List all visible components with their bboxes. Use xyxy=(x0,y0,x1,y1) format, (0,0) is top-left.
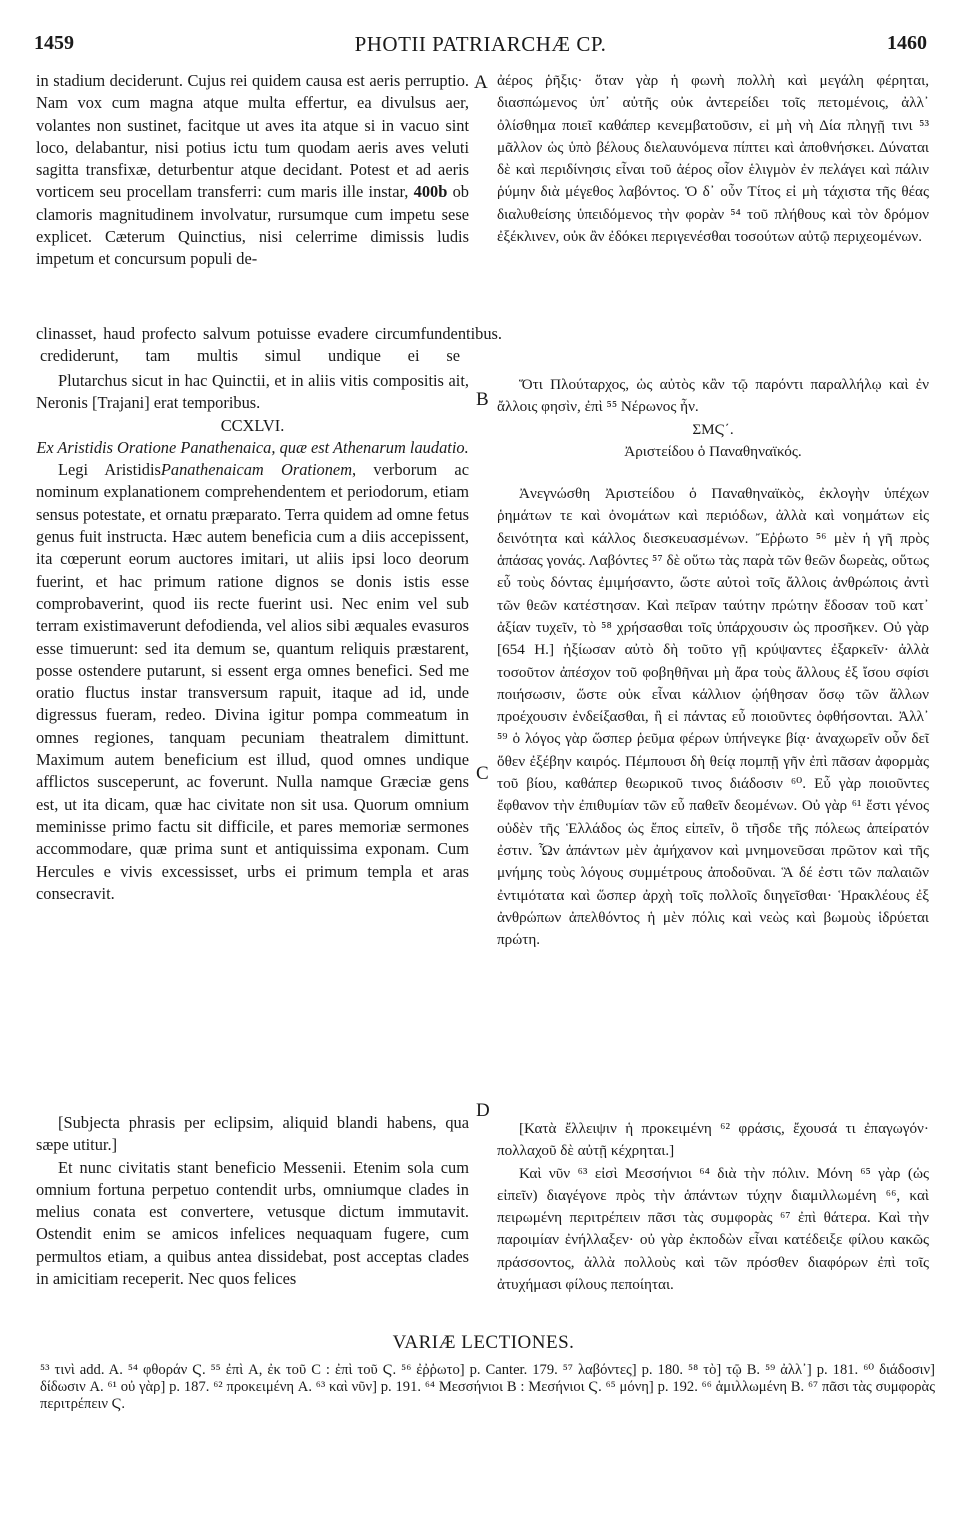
greek-paragraph-3: Ἀνεγνώσθη Ἀριστείδου ὁ Παναθηναϊκὸς, ἐκλογὴν ὑπέχων ῥημάτων τε καὶ ὀνομάτων καὶ περιόδων, ἀλλὰ καὶ νοημάτων εἰς δεινότητα καὶ κάλλος διεσκευασμένων. Ἔῤῥωτο ⁵⁶ μὲν ἡ γῆ πρὸς ἁπάσας γονάς. Λαβόντες ⁵⁷ δὲ οὕτω τὰς παρὰ τῶν θεῶν δωρεὰς, οὕτως εὖ τοὺς δόντας ἐμιμήσαντο, ὥστε αὐτοὶ τοῖς ἄλλοις ἀνθρώποις ἀντὶ τῶν θεῶν κατέστησαν. Καὶ πεῖραν ταύτην πρώτην ἔδοσαν τοῦ κατ᾽ ἀξίαν τυχεῖν, τὸ ⁵⁸ χρήσασθαι τοῖς ὑπάρχουσιν ὡς προσῆκεν. Οὐ γὰρ [654 H.] ἠξίωσαν αὐτὸ δὴ τοῦτο γῇ κρύψαντες ἐξαρκεῖν· ἀλλὰ τοσοῦτον ἀπέσχον τοῦ φοβηθῆναι μὴ ἄρα τοὺς ἄλλους ἐξ ἴσου σφίσι ποιήσωσιν, ὥστε οὐκ εἶναι κάλλιον ᾠήθησαν ὅσῳ τῶν ἄλλων προέχουσιν ἐνδείξασθαι, ἢ εἰ πάντας εὖ ποιοῦντες ὀφθήσονται. Ἀλλ᾽ ⁵⁹ ὁ λόγος γὰρ ὥσπερ ῥεῦμα φέρων ὑπήνεγκε βίᾳ· ἀναχωρεῖν οὖν δεῖ ὅθεν ἐξέβην καιρός. Πέμπουσι δὴ θείᾳ πομπῇ γῆν ἐπὶ πᾶσαν ἀφορμὰς τοῦ βίου, καθάπερ θεωρικοῦ τινος διάδοσιν ⁶⁰. Εὖ γὰρ ποιοῦντες ἔφθανον τὴν ἐπιθυμίαν τῶν εὖ παθεῖν δεομένων. Οὐ γὰρ ⁶¹ ἔστι γένος οὐδὲν τῆς Ἑλλάδος ὡς ἔπος εἰπεῖν, ὃ τῆσδε τῆς πόλεως ἀπείρατόν ἐστιν. Ὧν ἁπάντων μὲν ἀμήχανον καὶ μνημονεῦσαι πρῶτον καὶ τῆς μνήμης τοὺς λόγους συμμέτρους ἀποδοῦναι. Ἃ δέ ἐστι τῶν παλαιῶν ἐντιμότατα καὶ ὥσπερ ἀρχὴ τοῖς πολλοῖς διηγεῖσθαι· Ἡρακλέους ἐξ ἀνθρώπων ἀπελθόντος ἡ μὲν πόλις καὶ νεὼς καὶ βωμοὺς ἱδρύεται πρώτη. xyxy=(497,485,929,949)
variae-lectiones-notes xyxy=(40,1362,935,1413)
greek-paragraph-2: Ὅτι Πλούταρχος, ὡς αὐτὸς κἂν τῷ παρόντι παραλλήλῳ καὶ ἐν ἄλλοις φησὶν, ἐπὶ ⁵⁵ Νέρωνος ἦν. xyxy=(497,376,929,416)
running-title: PHOTII PATRIARCHÆ CP. xyxy=(354,32,607,56)
left-page-number: 1459 xyxy=(34,32,74,54)
latin-column-bottom xyxy=(36,1112,469,1290)
greek-paragraph-5: Καὶ νῦν ⁶³ εἰσὶ Μεσσήνιοι ⁶⁴ διὰ τὴν πόλιν. Μόνη ⁶⁵ γὰρ (ὡς εἰπεῖν) διαγέγονε πρὸς τὴν ἁπάντων τύχην διαμιλλωμένη ⁶⁶, καὶ πειρωμένη περιτρέπειν πᾶσι τὰς συμφορὰς ⁶⁷ ἐπὶ θάτερα. Καὶ τὴν παροιμίαν ἐνήλλαξεν· οὐ γὰρ ἐκποδὼν εἶναι κατέδειξε φίλου κακῶς πράσσοντος, ἀλλὰ πολλοὺς καὶ τῶν πρόσθεν διαφόρων ἐπὶ τοῖς ἀτυχήμασι φίλους πεποίηται. xyxy=(497,1164,929,1294)
margin-marker-b: B xyxy=(476,389,489,410)
latin-column-top xyxy=(36,70,469,271)
margin-marker-a: A xyxy=(474,72,488,93)
margin-marker-c: C xyxy=(476,763,489,784)
greek-continuation: crediderunt, tam multis simul undique ei se xyxy=(40,346,460,366)
latin-continuation: clinasset, haud profecto salvum potuisse evadere circumfundentibus. xyxy=(36,324,502,343)
latin-paragraph-2: Plutarchus sicut in hac Quinctii, et in aliis vitis compositis ait, Neronis [Trajani] erat temporibus. xyxy=(36,371,469,413)
greek-paragraph-4: [Κατὰ ἔλλειψιν ἡ προκειμένη ⁶² φράσις, ἔχουσά τι ἐπαγωγόν· πολλαχοῦ δὲ αὐτῇ κέχρηται.] xyxy=(497,1120,929,1160)
latin-paragraph-5: Et nunc civitatis stant beneficio Messenii. Etenim sola cum omnium fortuna perpetuo contendit urbs, omniumque clades in melius conata est convertere, vetusque dictum immutavit. Ostendit enim se amicos infelices nequaquam fugere, cum permultos etiam, a quibus antea dissidebat, post acceptas clades in amicitiam receperit. Nec quos felices xyxy=(36,1157,469,1289)
latin-paragraph-3: Legi AristidisPanathenaicam Orationem, verborum ac nominum explanationem comprehendentem et periodorum, etiam sensus potestate, et ornatu præparato. Terra quidem ad omne fetus genus fuit instructa. Hæc autem beneficia cum a diis accepissent, ita cœperunt eorum auctores imitari, ut aliis ipsi loco deorum fuerint, et hac primum ratione dignos se donis istis esse comprobaverint, quod iis recte fuerint usi. Nec enim vel sub terram existimaverunt defodienda, vel alios sibi æquales evasuros esse timuerunt: sed ita demum se, quantum reliquis præstarent, posse ostendere putarunt, si essent erga omnes benefici. Sed me oratio fluctus instar transversum rapuit, itaque ad id, unde digressus fueram, redeo. Divina igitur pompa commeatum in omnes regiones, tanquam pecuniam theatralem dimittunt. Maximum autem beneficium est illud, quod omnes undique afflictos susceperunt, ac foverunt. Nulla namque Græciæ gens est, ut ita dicam, quæ hac civitate non sit usa. Quorum omnium meminisse primo factu sit difficile, et pares memoriæ sermones accommodare, quæ prima sunt et antiquissima exponam. Cum Hercules e vivis excessisset, urbs ei primum templa et aras consecravit. xyxy=(36,460,469,903)
latin-paragraph-1: in stadium deciderunt. Cujus rei quidem causa est aeris perruptio. Nam vox cum magna atque multa effertur, ea divulsus aer, volantes non sustinet, facitque ut aves ita atque si in vacuo sint loco, delabantur, nisi potius ictu tum quodam aeris aves veluti sagitta transfixæ, deturbentur atque decidant. Potest et ad aeris vorticem seu procellam transferri: cum maris ille instar, 400b ob clamoris magnitudinem involvatur, rursumque cum impetu sese explicet. Cæterum Quinctius, nisi celerrime dimissis ludis impetum et concursum populi de- xyxy=(36,71,469,269)
greek-column-top xyxy=(497,70,929,248)
variae-text: ⁵³ τινὶ add. A. ⁵⁴ φθοράν Ϛ. ⁵⁵ ἐπὶ A, ἐκ τοῦ C : ἐπὶ τοῦ Ϛ. ⁵⁶ ἐῤῥωτο] p. Canter. 179. ⁵⁷ λαβόντες] p. 180. ⁵⁸ τὸ] τῷ B. ⁵⁹ ἀλλ᾽] p. 181. ⁶⁰ διάδοσιν] δίδωσιν A. ⁶¹ οὐ γὰρ] p. 187. ⁶² προκειμένη A. ⁶³ καὶ νῦν] p. 191. ⁶⁴ Μεσσήνιοι B : Μεσήνιοι Ϛ. ⁶⁵ μόνη] p. 192. ⁶⁶ ἁμιλλωμένη B. ⁶⁷ πᾶσι τὰς συμφορὰς περιτρέπειν Ϛ. xyxy=(40,1362,935,1412)
variae-lectiones-title: VARIÆ LECTIONES. xyxy=(392,1332,575,1353)
margin-marker-d: D xyxy=(476,1100,490,1121)
page-header xyxy=(34,32,927,62)
greek-section-number: ΣΜϚ΄. xyxy=(692,420,734,438)
greek-paragraph-1: ἀέρος ῥῆξις· ὅταν γὰρ ἡ φωνὴ πολλὴ καὶ μεγάλη φέρηται, διασπώμενος ὑπ᾽ αὐτῆς οὐκ ἀντερείδει τοῖς πετομένοις, ἀλλ᾽ ὀλίσθημα ποιεῖ καθάπερ κενεμβατοῦσιν, εἰ μὴ νὴ Δία πληγῇ τινι ⁵³ μᾶλλον ὡς ὑπὸ βέλους διελαυνόμενα πίπτει καὶ ἀποθνήσκει. Δύναται δὲ καὶ περιδίνησις εἶναι τοῦ ἀέρος οἷον ἑλιγμὸν ἐν πελάγει καὶ πάλιν ῥύμην διὰ μέγεθος λαβόντος. Ὁ δ᾽ οὖν Τίτος εἰ μὴ τάχιστα τῆς θέας διαλυθείσης ὑπειδόμενος τὴν φορὰν ⁵⁴ τοῦ πλήθους καὶ τὸν δρόμον ἐξέκλινεν, οὐκ ἂν ἐδόκει περιγενέσθαι τοσούτων αὐτῷ περιχεομένων. xyxy=(497,72,929,246)
latin-section-number: CCXLVI. xyxy=(220,415,285,435)
greek-column-middle xyxy=(497,374,929,951)
column-mark: 400b xyxy=(413,182,448,202)
right-page-number: 1460 xyxy=(887,32,927,54)
latin-section-title: Ex Aristidis Oratione Panathenaica, quæ est Athenarum laudatio. xyxy=(36,437,469,457)
full-width-row xyxy=(36,323,929,368)
greek-section-title: Ἀριστείδου ὁ Παναθηναϊκός. xyxy=(624,442,802,460)
latin-paragraph-4: [Subjecta phrasis per eclipsim, aliquid blandi habens, qua sæpe utitur.] xyxy=(36,1113,469,1155)
greek-column-bottom xyxy=(497,1118,929,1296)
latin-column-middle xyxy=(36,370,469,905)
